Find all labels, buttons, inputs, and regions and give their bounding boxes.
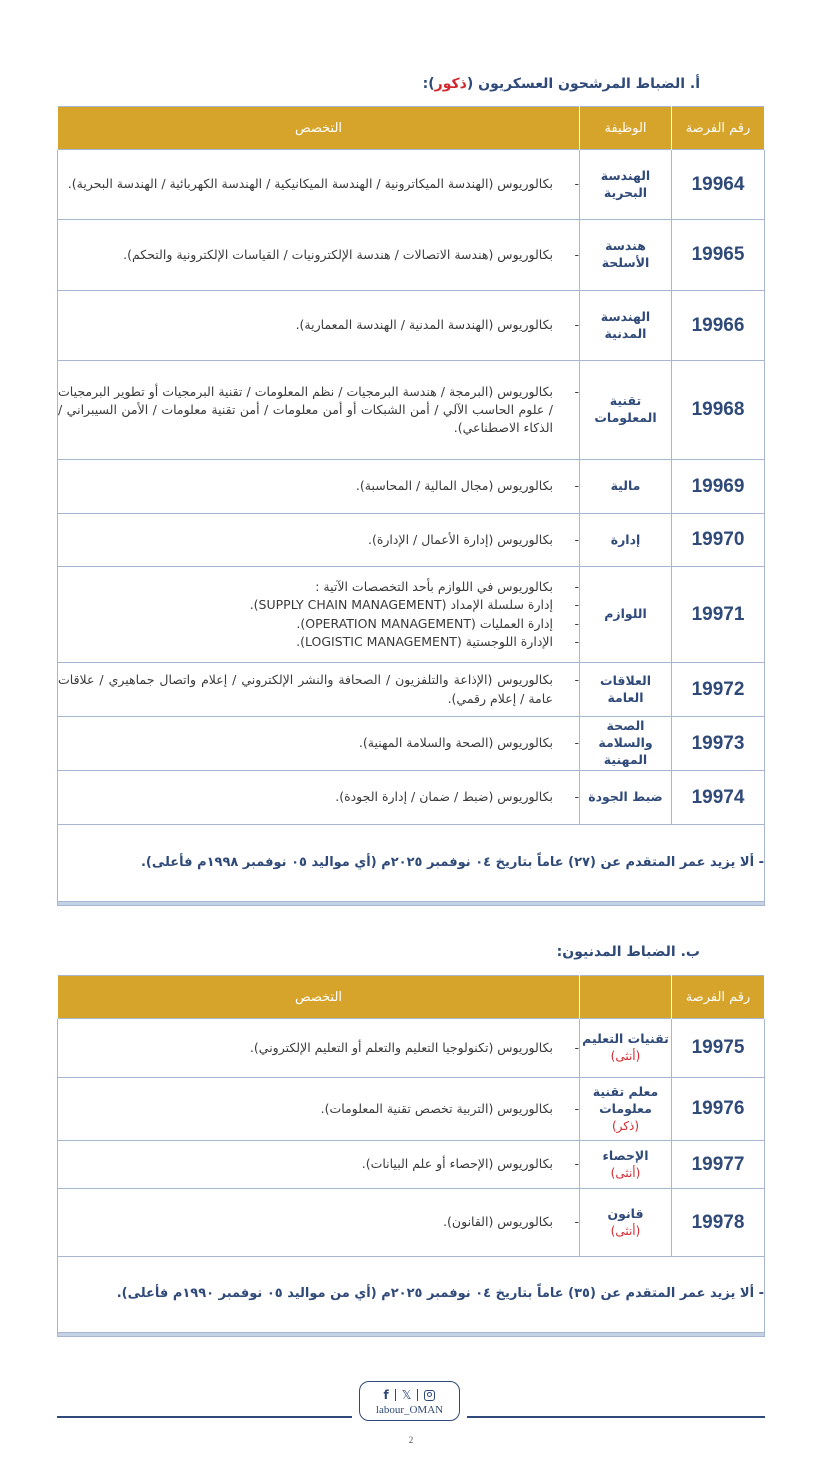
job-title-cell xyxy=(580,567,672,663)
specialization-item: - بكالوريوس (القانون). xyxy=(58,1213,579,1231)
section-a-heading xyxy=(423,76,700,92)
table-bottom-bar xyxy=(58,1333,765,1337)
age-requirement-note: - ألا يزيد عمر المتقدم عن (٢٧) عاماً بتاريخ ٠٤ نوفمبر ٢٠٢٥م (أي مواليد ٠٥ نوفمبر ١٩٩٨م فأعلى). xyxy=(58,825,765,902)
job-title-cell xyxy=(580,1189,672,1257)
section-a-heading-text: أ. الضباط المرشحون العسكريون ( xyxy=(466,76,700,92)
table-row xyxy=(58,460,765,514)
table-row xyxy=(58,291,765,361)
footer-line-right xyxy=(467,1416,765,1418)
opportunity-number: 19976 xyxy=(672,1078,765,1141)
specialization-cell xyxy=(58,567,580,663)
job-title-cell xyxy=(580,663,672,717)
specialization-item: - بكالوريوس (هندسة الاتصالات / هندسة الإلكترونيات / القياسات الإلكترونية والتحكم). xyxy=(58,246,579,264)
social-media-box xyxy=(359,1381,460,1421)
table-row xyxy=(58,663,765,717)
job-title: العلاقات العامة xyxy=(600,672,651,705)
table-bottom-bar xyxy=(58,902,765,906)
opportunity-number: 19968 xyxy=(672,361,765,460)
specialization-item: - إدارة العمليات (OPERATION MANAGEMENT). xyxy=(58,615,579,633)
table-row xyxy=(58,1189,765,1257)
table-row xyxy=(58,771,765,825)
table-row xyxy=(58,1078,765,1141)
specialization-cell xyxy=(58,663,580,717)
specialization-item: - بكالوريوس (التربية تخصص تقنية المعلومات). xyxy=(58,1100,579,1118)
specialization-cell xyxy=(58,460,580,514)
note-row xyxy=(58,1257,765,1333)
gender-tag: (أنثى) xyxy=(610,1165,641,1180)
job-title: اللوازم xyxy=(604,606,647,622)
specialization-cell xyxy=(58,514,580,567)
job-title: إدارة xyxy=(610,531,641,547)
table-row xyxy=(58,361,765,460)
divider xyxy=(417,1389,418,1401)
specialization-item: - بكالوريوس (تكنولوجيا التعليم والتعلم أو التعليم الإلكتروني). xyxy=(58,1039,579,1057)
page-number: 2 xyxy=(408,1435,414,1445)
job-title: هندسة الأسلحة xyxy=(601,238,650,270)
specialization-cell xyxy=(58,771,580,825)
specialization-cell xyxy=(58,1189,580,1257)
section-b-heading: ب. الضباط المدنيون: xyxy=(556,944,700,960)
specialization-cell xyxy=(58,291,580,361)
opportunity-number: 19977 xyxy=(672,1141,765,1189)
table-row xyxy=(58,717,765,771)
job-title-cell xyxy=(580,220,672,291)
divider xyxy=(395,1389,396,1401)
specialization-cell xyxy=(58,1141,580,1189)
opportunity-number: 19974 xyxy=(672,771,765,825)
facebook-icon[interactable]: f xyxy=(383,1388,389,1402)
table-bottom-bar-cell xyxy=(58,1333,765,1337)
age-requirement-note: - ألا يزيد عمر المتقدم عن (٣٥) عاماً بتاريخ ٠٤ نوفمبر ٢٠٢٥م (أي من مواليد ٠٥ نوفمبر ١٩٩٠م فأعلى). xyxy=(58,1257,765,1333)
opportunity-number: 19973 xyxy=(672,717,765,771)
section-a-heading-end: ): xyxy=(422,76,435,92)
opportunity-number: 19969 xyxy=(672,460,765,514)
specialization-item: - بكالوريوس (الإذاعة والتلفزيون / الصحافة والنشر الإلكتروني / إعلام واتصال جماهيري / علاقات عامة / إعلام رقمي). xyxy=(58,671,579,707)
specialization-item: - الإدارة اللوجستية (LOGISTIC MANAGEMENT). xyxy=(58,633,579,651)
job-title: الهندسة المدنية xyxy=(600,308,651,341)
specialization-cell xyxy=(58,361,580,460)
job-title: ضبط الجودة xyxy=(588,789,663,805)
column-header-number: رقم الفرصة xyxy=(672,107,765,150)
specialization-cell xyxy=(58,220,580,291)
social-handle: labour_OMAN xyxy=(375,1404,444,1416)
gender-tag: (أنثى) xyxy=(610,1223,641,1238)
job-title-cell xyxy=(580,460,672,514)
opportunity-number: 19966 xyxy=(672,291,765,361)
opportunity-number: 19964 xyxy=(672,150,765,220)
table-row xyxy=(58,150,765,220)
job-title-cell xyxy=(580,291,672,361)
column-header-job xyxy=(580,976,672,1019)
specialization-item: - بكالوريوس (مجال المالية / المحاسبة). xyxy=(58,477,579,495)
job-title: قانون xyxy=(607,1205,644,1221)
job-title-cell xyxy=(580,771,672,825)
job-title-cell xyxy=(580,514,672,567)
column-header-job: الوظيفة xyxy=(580,107,672,150)
note-row xyxy=(58,825,765,902)
table-row xyxy=(58,567,765,663)
specialization-item: - بكالوريوس في اللوازم بأحد التخصصات الآتية : xyxy=(58,578,579,596)
job-title-cell xyxy=(580,717,672,771)
section-a-heading-tag: ذكور xyxy=(434,76,467,92)
opportunity-number: 19970 xyxy=(672,514,765,567)
specialization-item: - بكالوريوس (الإحصاء أو علم البيانات). xyxy=(58,1155,579,1173)
specialization-item: - بكالوريوس (البرمجة / هندسة البرمجيات / نظم المعلومات / تقنية البرمجيات أو تطوير البرمجيات / علوم الحاسب الآلي / أمن الشبكات أو أمن معلومات / أمن تقنية معلومات / الأمن السيبراني / الذكاء الاصطناعي). xyxy=(58,383,579,437)
specialization-item: - بكالوريوس (ضبط / ضمان / إدارة الجودة). xyxy=(58,788,579,806)
gender-tag: (ذكر) xyxy=(611,1118,640,1133)
job-title: الإحصاء xyxy=(602,1147,649,1163)
specialization-item: - بكالوريوس (الهندسة الميكاترونية / الهندسة الميكانيكية / الهندسة الكهربائية / الهندسة البحرية). xyxy=(58,175,579,193)
column-header-specialization: التخصص xyxy=(58,976,580,1019)
job-title: الصحة والسلامة المهنية xyxy=(598,718,653,767)
specialization-cell xyxy=(58,150,580,220)
job-title: معلم تقنية معلومات xyxy=(592,1084,659,1116)
table-row xyxy=(58,1019,765,1078)
table-row xyxy=(58,220,765,291)
job-title-cell xyxy=(580,1141,672,1189)
footer-line-left xyxy=(57,1416,352,1418)
opportunity-number: 19965 xyxy=(672,220,765,291)
job-title-cell xyxy=(580,1019,672,1078)
instagram-icon[interactable] xyxy=(424,1390,435,1401)
table-bottom-bar-cell xyxy=(58,902,765,906)
column-header-specialization: التخصص xyxy=(58,107,580,150)
job-title: مالية xyxy=(610,478,641,494)
specialization-cell xyxy=(58,1078,580,1141)
opportunity-number: 19975 xyxy=(672,1019,765,1078)
job-title: تقنيات التعليم xyxy=(582,1031,669,1047)
gender-tag: (أنثى) xyxy=(610,1049,641,1064)
job-title: الهندسة البحرية xyxy=(600,167,651,200)
table-row xyxy=(58,1141,765,1189)
civil-officers-table xyxy=(57,975,765,1337)
opportunity-number: 19972 xyxy=(672,663,765,717)
specialization-cell xyxy=(58,1019,580,1078)
specialization-item: - إدارة سلسلة الإمداد (SUPPLY CHAIN MANAGEMENT). xyxy=(58,596,579,614)
x-icon[interactable]: 𝕏 xyxy=(401,1388,412,1402)
opportunity-number: 19971 xyxy=(672,567,765,663)
opportunity-number: 19978 xyxy=(672,1189,765,1257)
specialization-cell xyxy=(58,717,580,771)
job-title: تقنية المعلومات xyxy=(594,393,657,425)
specialization-item: - بكالوريوس (إدارة الأعمال / الإدارة). xyxy=(58,531,579,549)
column-header-number: رقم الفرصة xyxy=(672,976,765,1019)
specialization-item: - بكالوريوس (الصحة والسلامة المهنية). xyxy=(58,734,579,752)
specialization-item: - بكالوريوس (الهندسة المدنية / الهندسة المعمارية). xyxy=(58,316,579,334)
table-row xyxy=(58,514,765,567)
job-title-cell xyxy=(580,361,672,460)
job-title-cell xyxy=(580,150,672,220)
military-officers-table xyxy=(57,106,765,906)
job-title-cell xyxy=(580,1078,672,1141)
